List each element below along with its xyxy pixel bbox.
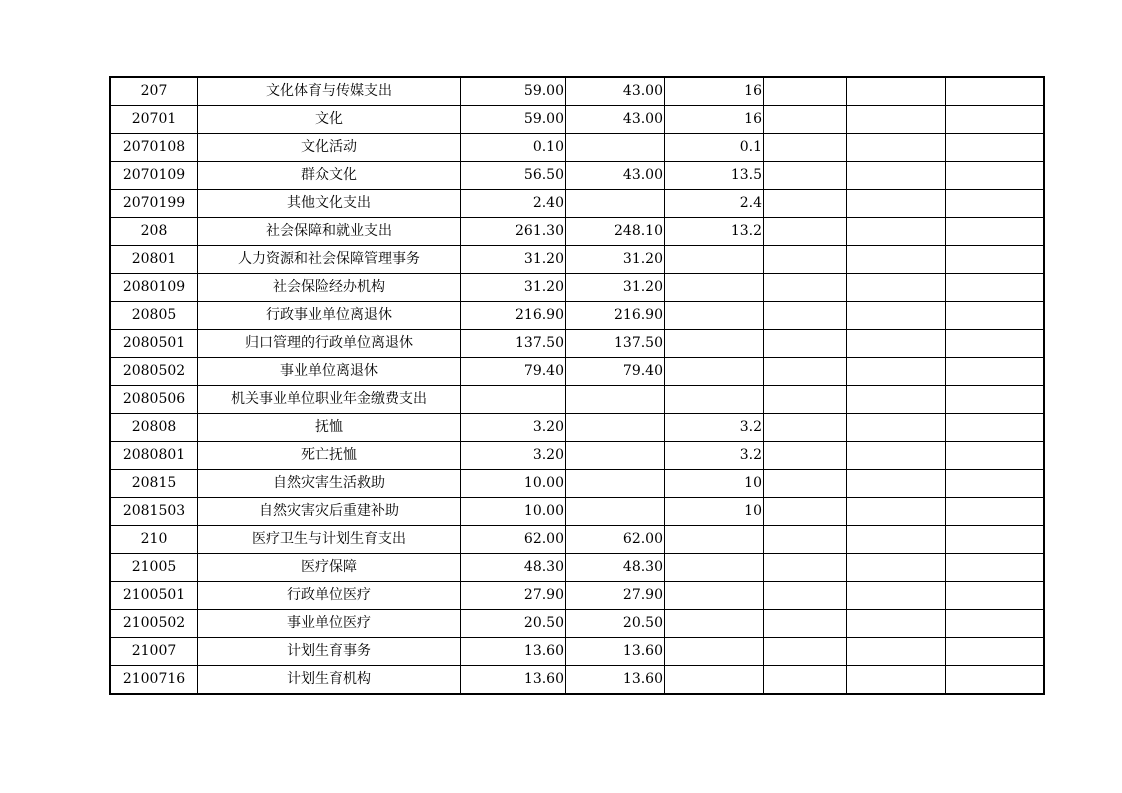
- subject-code-cell: 2070108: [110, 134, 198, 162]
- basic-expenditure-cell: [566, 386, 665, 414]
- subject-name-cell: 医疗保障: [198, 554, 461, 582]
- total-amount-cell: 56.50: [461, 162, 566, 190]
- blank-cell-8: [946, 526, 1044, 554]
- blank-cell-8: [946, 386, 1044, 414]
- basic-expenditure-cell: 20.50: [566, 610, 665, 638]
- blank-cell-8: [946, 666, 1044, 695]
- table-row: [110, 274, 1044, 302]
- project-expenditure-cell: [665, 638, 764, 666]
- project-expenditure-cell: [665, 274, 764, 302]
- subject-name-cell: 行政单位医疗: [198, 582, 461, 610]
- total-amount-cell: 13.60: [461, 638, 566, 666]
- basic-expenditure-cell: 27.90: [566, 582, 665, 610]
- subject-name-cell: 其他文化支出: [198, 190, 461, 218]
- total-amount-cell: 27.90: [461, 582, 566, 610]
- project-expenditure-cell: 3.2: [665, 442, 764, 470]
- table-body: [110, 77, 1044, 694]
- subject-code-cell: 2080501: [110, 330, 198, 358]
- total-amount-cell: 48.30: [461, 554, 566, 582]
- total-amount-cell: 261.30: [461, 218, 566, 246]
- table-row: [110, 134, 1044, 162]
- basic-expenditure-cell: 13.60: [566, 638, 665, 666]
- blank-cell-7: [847, 77, 946, 106]
- basic-expenditure-cell: 48.30: [566, 554, 665, 582]
- subject-code-cell: 20801: [110, 246, 198, 274]
- table-row: [110, 77, 1044, 106]
- project-expenditure-cell: [665, 302, 764, 330]
- project-expenditure-cell: 13.2: [665, 218, 764, 246]
- subject-code-cell: 21005: [110, 554, 198, 582]
- blank-cell-7: [847, 666, 946, 695]
- blank-cell-6: [764, 106, 847, 134]
- project-expenditure-cell: 16: [665, 77, 764, 106]
- subject-code-cell: 21007: [110, 638, 198, 666]
- subject-code-cell: 2080109: [110, 274, 198, 302]
- subject-name-cell: 计划生育事务: [198, 638, 461, 666]
- subject-name-cell: 文化: [198, 106, 461, 134]
- table-row: [110, 246, 1044, 274]
- project-expenditure-cell: 2.4: [665, 190, 764, 218]
- project-expenditure-cell: [665, 582, 764, 610]
- total-amount-cell: 2.40: [461, 190, 566, 218]
- project-expenditure-cell: [665, 358, 764, 386]
- total-amount-cell: 20.50: [461, 610, 566, 638]
- basic-expenditure-cell: [566, 442, 665, 470]
- total-amount-cell: 10.00: [461, 470, 566, 498]
- project-expenditure-cell: 13.5: [665, 162, 764, 190]
- subject-name-cell: 事业单位离退休: [198, 358, 461, 386]
- blank-cell-7: [847, 274, 946, 302]
- subject-code-cell: 207: [110, 77, 198, 106]
- table-row: [110, 470, 1044, 498]
- subject-name-cell: 死亡抚恤: [198, 442, 461, 470]
- blank-cell-7: [847, 386, 946, 414]
- total-amount-cell: 31.20: [461, 274, 566, 302]
- total-amount-cell: 10.00: [461, 498, 566, 526]
- table-row: [110, 554, 1044, 582]
- subject-name-cell: 社会保险经办机构: [198, 274, 461, 302]
- table-row: [110, 498, 1044, 526]
- blank-cell-7: [847, 358, 946, 386]
- basic-expenditure-cell: [566, 498, 665, 526]
- table-row: [110, 666, 1044, 695]
- blank-cell-6: [764, 666, 847, 695]
- total-amount-cell: 0.10: [461, 134, 566, 162]
- blank-cell-6: [764, 330, 847, 358]
- blank-cell-6: [764, 582, 847, 610]
- table-row: [110, 218, 1044, 246]
- project-expenditure-cell: [665, 526, 764, 554]
- project-expenditure-cell: 10: [665, 498, 764, 526]
- total-amount-cell: 59.00: [461, 106, 566, 134]
- table-row: [110, 638, 1044, 666]
- blank-cell-7: [847, 498, 946, 526]
- total-amount-cell: 31.20: [461, 246, 566, 274]
- blank-cell-8: [946, 638, 1044, 666]
- basic-expenditure-cell: 43.00: [566, 162, 665, 190]
- table-row: [110, 414, 1044, 442]
- blank-cell-7: [847, 638, 946, 666]
- blank-cell-7: [847, 554, 946, 582]
- blank-cell-7: [847, 190, 946, 218]
- blank-cell-8: [946, 162, 1044, 190]
- subject-code-cell: 2100716: [110, 666, 198, 695]
- subject-code-cell: 2080801: [110, 442, 198, 470]
- subject-code-cell: 208: [110, 218, 198, 246]
- blank-cell-7: [847, 610, 946, 638]
- blank-cell-8: [946, 190, 1044, 218]
- blank-cell-8: [946, 582, 1044, 610]
- blank-cell-8: [946, 414, 1044, 442]
- subject-code-cell: 210: [110, 526, 198, 554]
- basic-expenditure-cell: 248.10: [566, 218, 665, 246]
- basic-expenditure-cell: [566, 134, 665, 162]
- project-expenditure-cell: [665, 386, 764, 414]
- basic-expenditure-cell: 43.00: [566, 77, 665, 106]
- basic-expenditure-cell: 79.40: [566, 358, 665, 386]
- blank-cell-7: [847, 106, 946, 134]
- basic-expenditure-cell: [566, 414, 665, 442]
- subject-name-cell: 事业单位医疗: [198, 610, 461, 638]
- subject-code-cell: 20701: [110, 106, 198, 134]
- blank-cell-7: [847, 582, 946, 610]
- subject-name-cell: 社会保障和就业支出: [198, 218, 461, 246]
- subject-name-cell: 文化活动: [198, 134, 461, 162]
- subject-code-cell: 2080506: [110, 386, 198, 414]
- subject-code-cell: 20815: [110, 470, 198, 498]
- table-row: [110, 162, 1044, 190]
- blank-cell-8: [946, 106, 1044, 134]
- total-amount-cell: 13.60: [461, 666, 566, 695]
- blank-cell-8: [946, 470, 1044, 498]
- blank-cell-6: [764, 554, 847, 582]
- table-row: [110, 190, 1044, 218]
- blank-cell-6: [764, 246, 847, 274]
- blank-cell-6: [764, 358, 847, 386]
- total-amount-cell: [461, 386, 566, 414]
- subject-code-cell: 20805: [110, 302, 198, 330]
- blank-cell-8: [946, 358, 1044, 386]
- total-amount-cell: 3.20: [461, 414, 566, 442]
- blank-cell-7: [847, 302, 946, 330]
- blank-cell-8: [946, 302, 1044, 330]
- subject-name-cell: 行政事业单位离退休: [198, 302, 461, 330]
- table-row: [110, 610, 1044, 638]
- subject-code-cell: 2080502: [110, 358, 198, 386]
- blank-cell-7: [847, 470, 946, 498]
- blank-cell-6: [764, 218, 847, 246]
- subject-name-cell: 自然灾害生活救助: [198, 470, 461, 498]
- blank-cell-6: [764, 162, 847, 190]
- total-amount-cell: 3.20: [461, 442, 566, 470]
- basic-expenditure-cell: 216.90: [566, 302, 665, 330]
- blank-cell-8: [946, 330, 1044, 358]
- subject-name-cell: 医疗卫生与计划生育支出: [198, 526, 461, 554]
- blank-cell-8: [946, 134, 1044, 162]
- table-row: [110, 442, 1044, 470]
- total-amount-cell: 79.40: [461, 358, 566, 386]
- blank-cell-7: [847, 134, 946, 162]
- subject-code-cell: 2070109: [110, 162, 198, 190]
- total-amount-cell: 137.50: [461, 330, 566, 358]
- subject-name-cell: 机关事业单位职业年金缴费支出: [198, 386, 461, 414]
- blank-cell-7: [847, 330, 946, 358]
- project-expenditure-cell: [665, 330, 764, 358]
- blank-cell-6: [764, 190, 847, 218]
- blank-cell-6: [764, 470, 847, 498]
- basic-expenditure-cell: [566, 190, 665, 218]
- project-expenditure-cell: 10: [665, 470, 764, 498]
- subject-code-cell: 2081503: [110, 498, 198, 526]
- blank-cell-6: [764, 638, 847, 666]
- blank-cell-7: [847, 218, 946, 246]
- blank-cell-7: [847, 246, 946, 274]
- project-expenditure-cell: 3.2: [665, 414, 764, 442]
- subject-code-cell: 20808: [110, 414, 198, 442]
- table-row: [110, 106, 1044, 134]
- project-expenditure-cell: 0.1: [665, 134, 764, 162]
- table-row: [110, 386, 1044, 414]
- project-expenditure-cell: [665, 554, 764, 582]
- total-amount-cell: 59.00: [461, 77, 566, 106]
- blank-cell-8: [946, 246, 1044, 274]
- blank-cell-8: [946, 274, 1044, 302]
- subject-name-cell: 计划生育机构: [198, 666, 461, 695]
- basic-expenditure-cell: [566, 470, 665, 498]
- blank-cell-6: [764, 498, 847, 526]
- total-amount-cell: 62.00: [461, 526, 566, 554]
- blank-cell-7: [847, 526, 946, 554]
- blank-cell-7: [847, 442, 946, 470]
- subject-name-cell: 自然灾害灾后重建补助: [198, 498, 461, 526]
- subject-name-cell: 文化体育与传媒支出: [198, 77, 461, 106]
- blank-cell-6: [764, 414, 847, 442]
- table-row: [110, 582, 1044, 610]
- subject-code-cell: 2100502: [110, 610, 198, 638]
- subject-name-cell: 归口管理的行政单位离退休: [198, 330, 461, 358]
- project-expenditure-cell: [665, 610, 764, 638]
- subject-name-cell: 人力资源和社会保障管理事务: [198, 246, 461, 274]
- blank-cell-7: [847, 162, 946, 190]
- project-expenditure-cell: [665, 666, 764, 695]
- project-expenditure-cell: [665, 246, 764, 274]
- basic-expenditure-cell: 13.60: [566, 666, 665, 695]
- blank-cell-8: [946, 498, 1044, 526]
- blank-cell-6: [764, 610, 847, 638]
- blank-cell-6: [764, 302, 847, 330]
- subject-name-cell: 抚恤: [198, 414, 461, 442]
- basic-expenditure-cell: 43.00: [566, 106, 665, 134]
- blank-cell-6: [764, 274, 847, 302]
- blank-cell-8: [946, 218, 1044, 246]
- blank-cell-6: [764, 526, 847, 554]
- blank-cell-8: [946, 77, 1044, 106]
- blank-cell-6: [764, 134, 847, 162]
- basic-expenditure-cell: 31.20: [566, 274, 665, 302]
- blank-cell-6: [764, 386, 847, 414]
- table-row: [110, 358, 1044, 386]
- subject-code-cell: 2100501: [110, 582, 198, 610]
- blank-cell-6: [764, 442, 847, 470]
- basic-expenditure-cell: 62.00: [566, 526, 665, 554]
- project-expenditure-cell: 16: [665, 106, 764, 134]
- blank-cell-8: [946, 554, 1044, 582]
- table-row: [110, 330, 1044, 358]
- blank-cell-7: [847, 414, 946, 442]
- blank-cell-8: [946, 442, 1044, 470]
- basic-expenditure-cell: 31.20: [566, 246, 665, 274]
- blank-cell-8: [946, 610, 1044, 638]
- total-amount-cell: 216.90: [461, 302, 566, 330]
- subject-code-cell: 2070199: [110, 190, 198, 218]
- basic-expenditure-cell: 137.50: [566, 330, 665, 358]
- budget-table: [109, 76, 1045, 695]
- table-row: [110, 526, 1044, 554]
- table-row: [110, 302, 1044, 330]
- blank-cell-6: [764, 77, 847, 106]
- subject-name-cell: 群众文化: [198, 162, 461, 190]
